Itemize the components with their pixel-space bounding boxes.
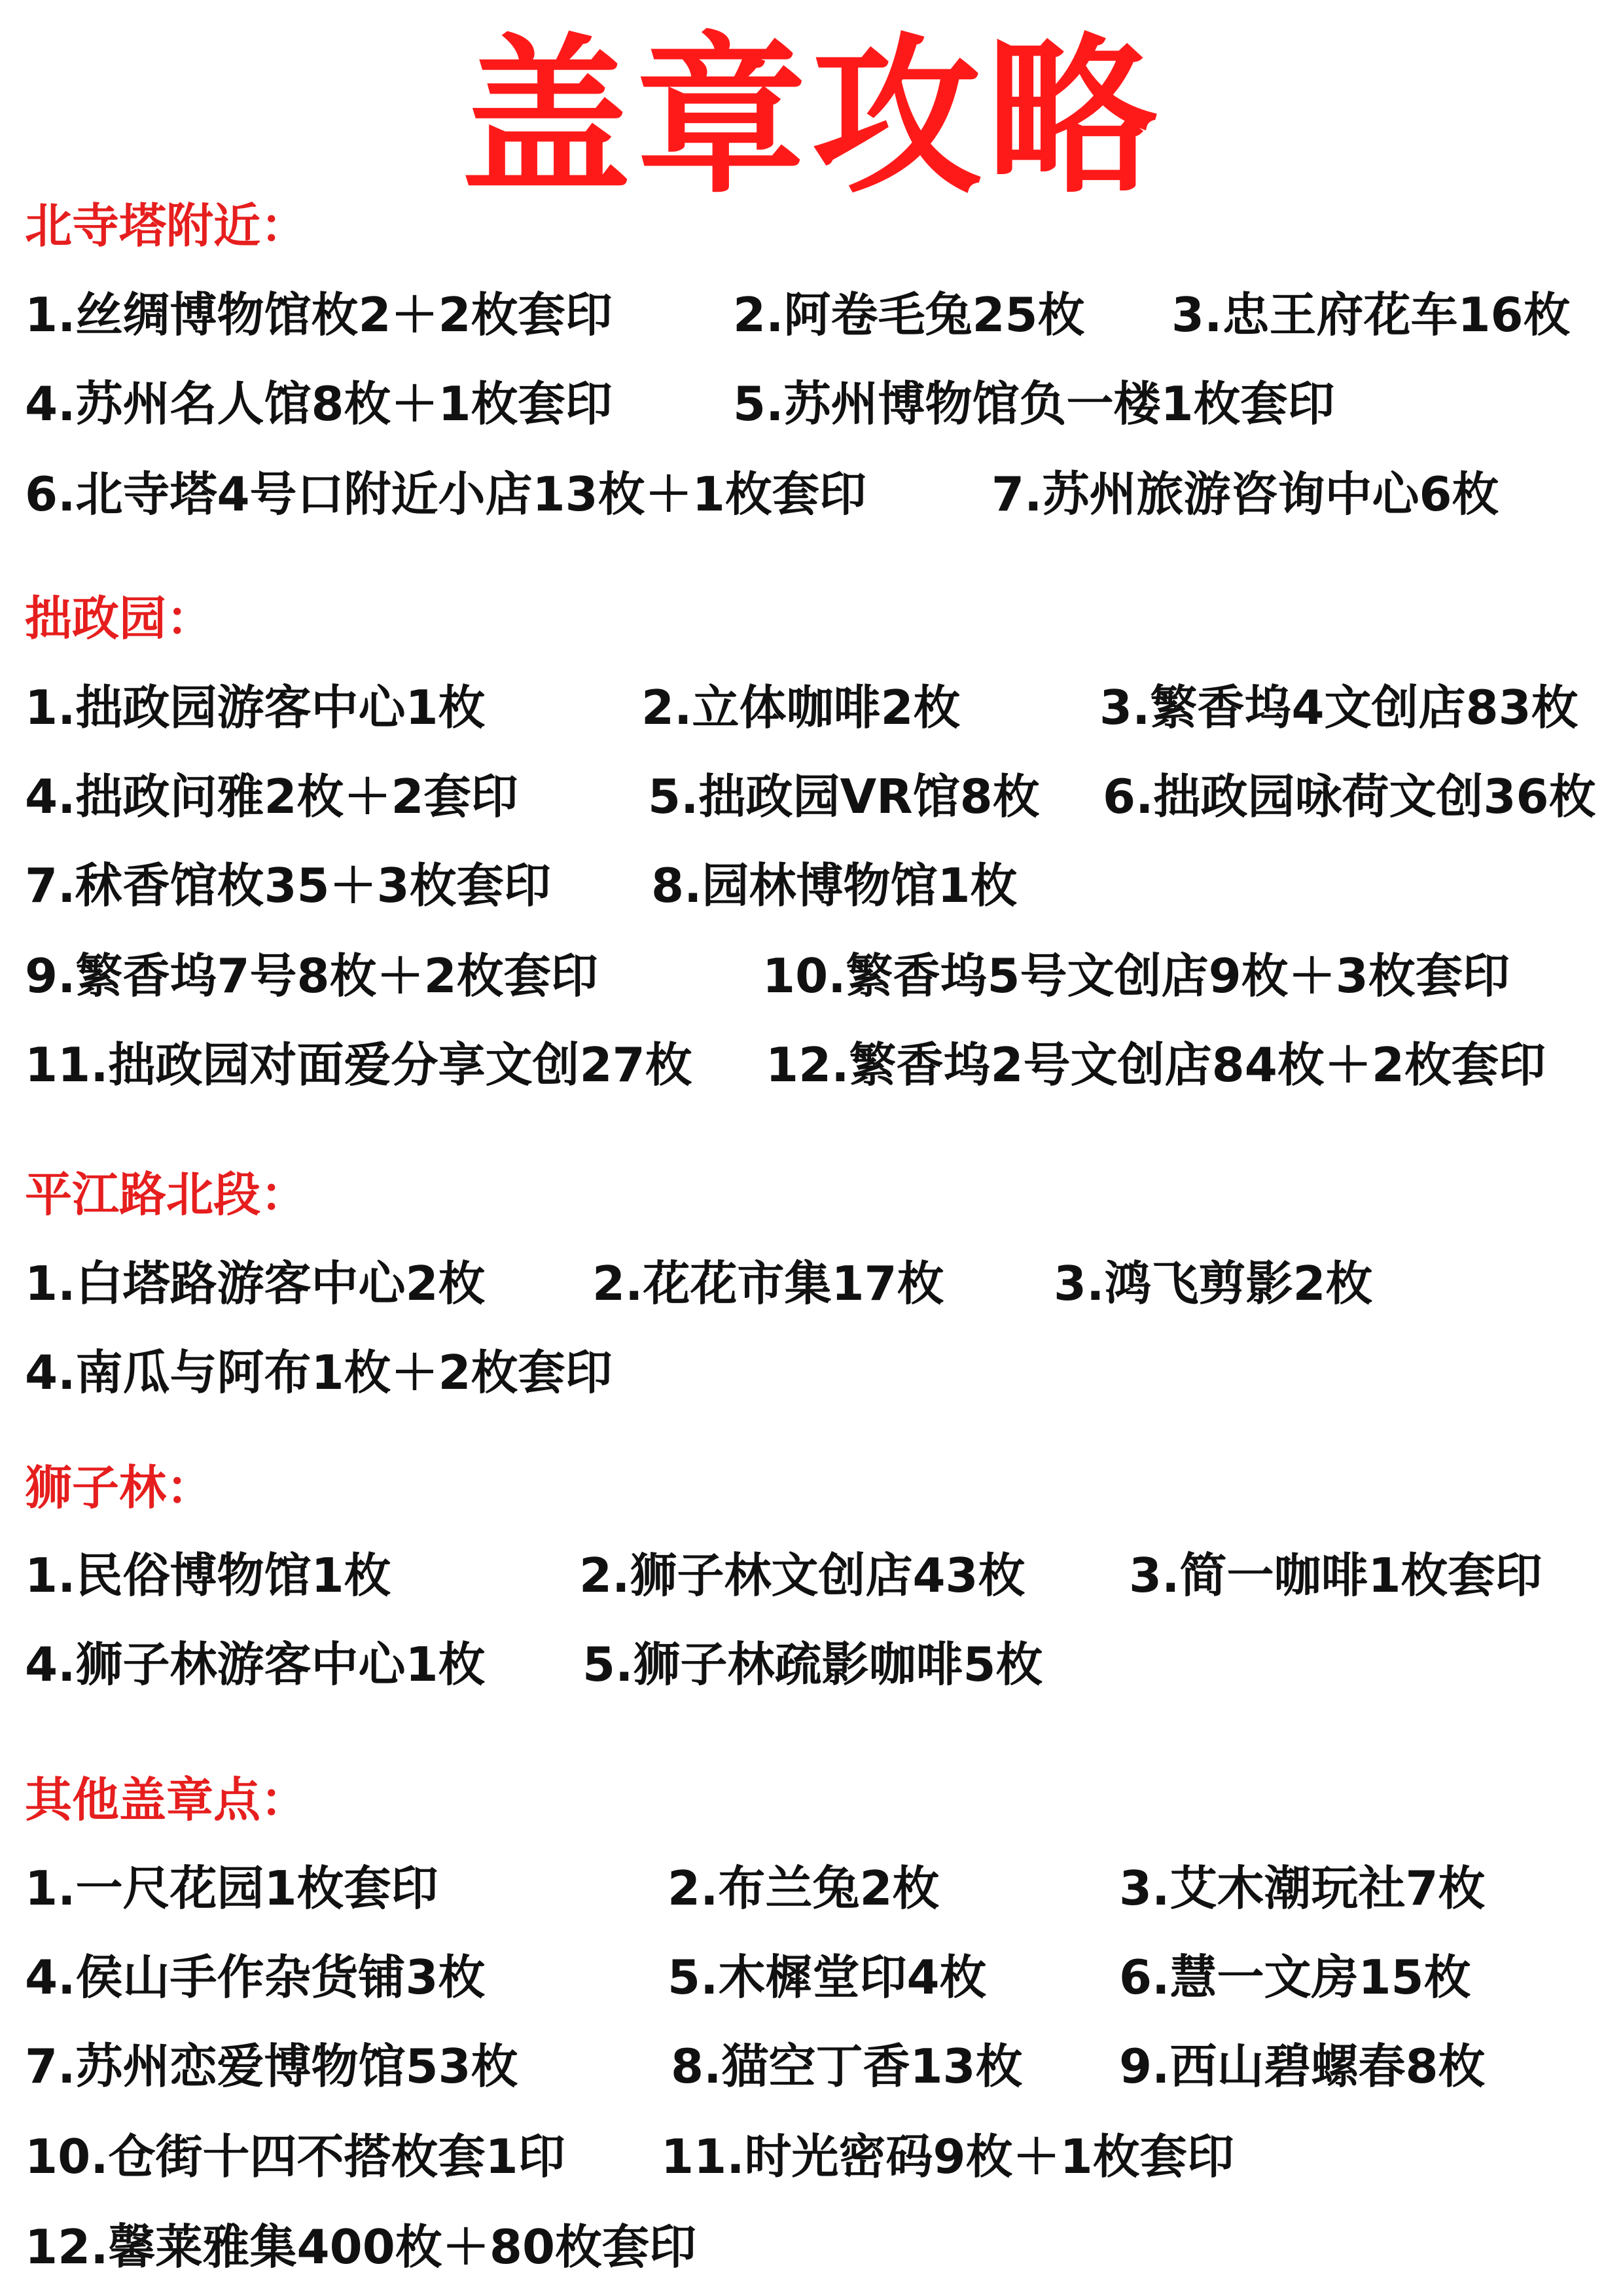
list-item: 2.花花市集17枚 xyxy=(592,1256,944,1311)
list-item: 8.猫空丁香13枚 xyxy=(671,2039,1023,2094)
list-item: 3.忠王府花车16枚 xyxy=(1171,287,1571,342)
list-item: 10.仓街十四不搭枚套1印 xyxy=(25,2129,565,2184)
list-item: 5.苏州博物馆负一楼1枚套印 xyxy=(733,376,1335,431)
list-item: 9.西山碧螺春8枚 xyxy=(1119,2039,1486,2094)
list-item: 9.繁香坞7号8枚＋2枚套印 xyxy=(25,948,598,1003)
list-item: 4.南瓜与阿布1枚＋2枚套印 xyxy=(25,1345,613,1400)
list-item: 11.拙政园对面爱分享文创27枚 xyxy=(25,1037,692,1092)
list-item: 5.木樨堂印4枚 xyxy=(668,1950,987,2005)
list-item: 6.北寺塔4号口附近小店13枚＋1枚套印 xyxy=(25,467,866,522)
section-heading-pingjianglu: 平江路北段： xyxy=(25,1167,308,1222)
list-item: 12.馨莱雅集400枚＋80枚套印 xyxy=(25,2219,697,2274)
list-item: 3.简一咖啡1枚套印 xyxy=(1129,1548,1543,1603)
list-item: 1.丝绸博物馆枚2＋2枚套印 xyxy=(25,287,613,342)
page-title: 盖章攻略 xyxy=(461,19,1162,217)
list-item: 6.拙政园咏荷文创36枚 xyxy=(1103,769,1596,824)
list-item: 12.繁香坞2号文创店84枚＋2枚套印 xyxy=(766,1037,1546,1092)
list-item: 1.民俗博物馆1枚 xyxy=(25,1548,391,1603)
section-heading-beisita: 北寺塔附近： xyxy=(25,198,308,253)
list-item: 10.繁香坞5号文创店9枚＋3枚套印 xyxy=(762,948,1510,1003)
list-item: 5.狮子林疏影咖啡5枚 xyxy=(582,1637,1043,1692)
list-item: 4.苏州名人馆8枚＋1枚套印 xyxy=(25,376,613,431)
list-item: 4.侯山手作杂货铺3枚 xyxy=(25,1950,486,2005)
list-item: 2.立体咖啡2枚 xyxy=(641,680,961,735)
list-item: 2.狮子林文创店43枚 xyxy=(579,1548,1026,1603)
list-item: 4.狮子林游客中心1枚 xyxy=(25,1637,486,1692)
list-item: 1.一尺花园1枚套印 xyxy=(25,1861,438,1916)
list-item: 4.拙政问雅2枚＋2套印 xyxy=(25,769,518,824)
list-item: 8.园林博物馆1枚 xyxy=(651,858,1018,913)
list-item: 7.苏州旅游咨询中心6枚 xyxy=(991,467,1499,522)
list-item: 3.繁香坞4文创店83枚 xyxy=(1099,680,1578,735)
list-item: 2.布兰兔2枚 xyxy=(668,1861,940,1916)
list-item: 11.时光密码9枚＋1枚套印 xyxy=(661,2129,1234,2184)
list-item: 1.拙政园游客中心1枚 xyxy=(25,680,486,735)
list-item: 2.阿卷毛兔25枚 xyxy=(733,287,1085,342)
list-item: 6.慧一文房15枚 xyxy=(1119,1950,1471,2005)
list-item: 1.白塔路游客中心2枚 xyxy=(25,1256,486,1311)
list-item: 7.苏州恋爱博物馆53枚 xyxy=(25,2039,518,2094)
list-item: 3.鸿飞剪影2枚 xyxy=(1054,1256,1373,1311)
section-heading-shizilin: 狮子林： xyxy=(25,1460,214,1515)
list-item: 5.拙政园VR馆8枚 xyxy=(648,769,1040,824)
section-heading-zhuozhengyuan: 拙政园： xyxy=(25,591,214,646)
list-item: 7.秫香馆枚35＋3枚套印 xyxy=(25,858,551,913)
section-heading-other: 其他盖章点： xyxy=(25,1772,308,1827)
list-item: 3.艾木潮玩社7枚 xyxy=(1119,1861,1486,1916)
